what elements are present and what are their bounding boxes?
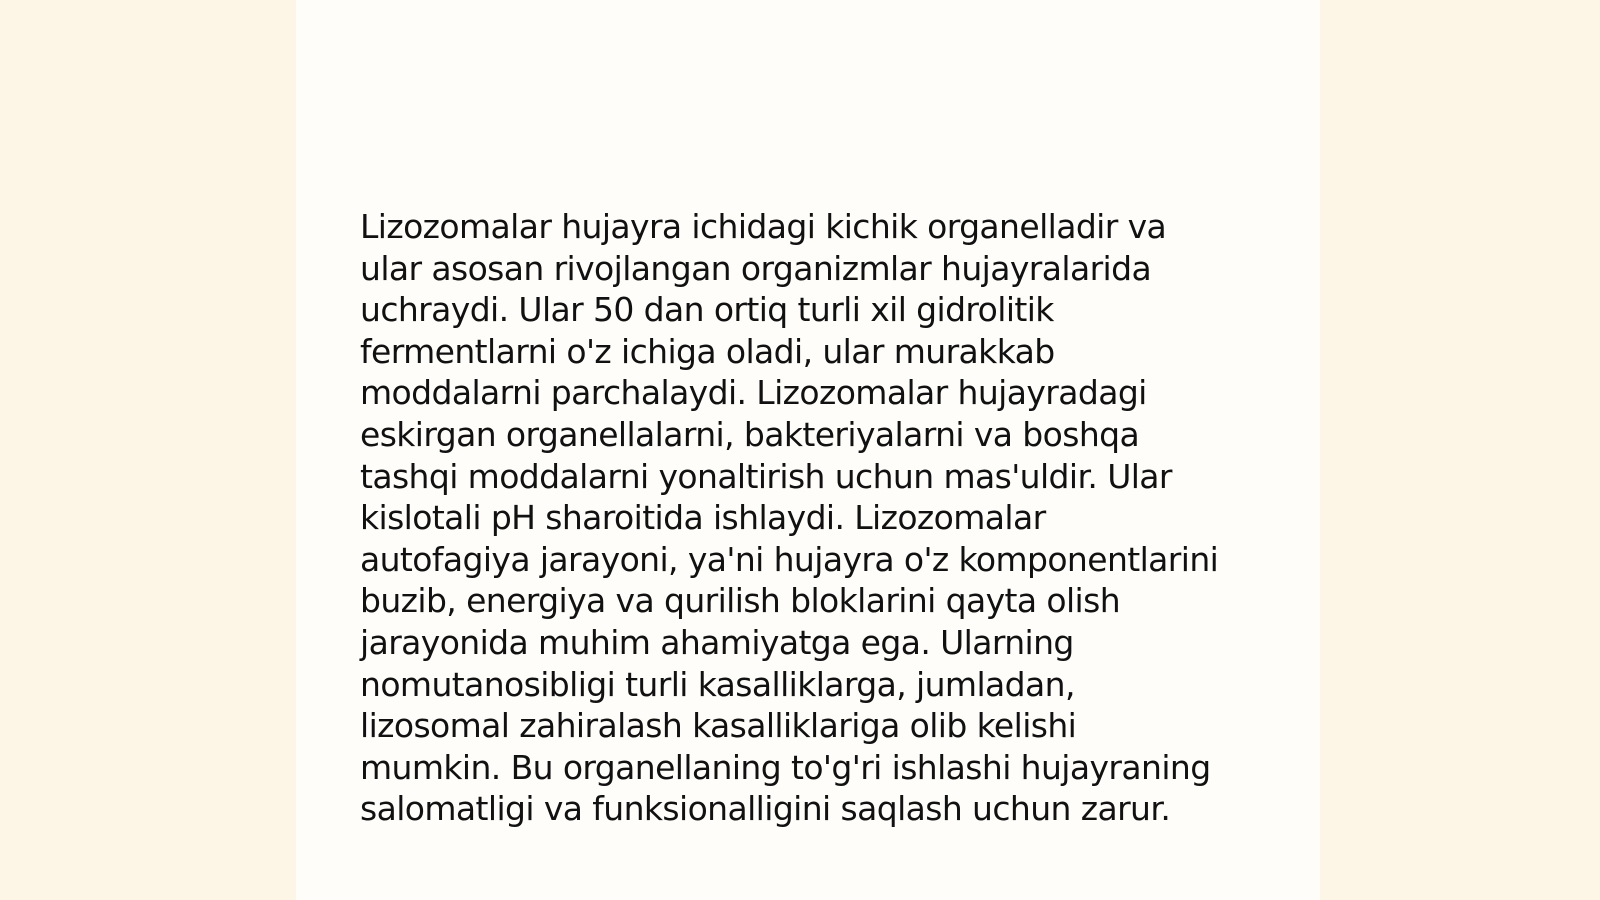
body-paragraph: Lizozomalar hujayra ichidagi kichik organelladir va ular asosan rivojlangan organizmlar hujayralarida uchraydi. Ular 50 dan ortiq turli xil gidrolitik fermentlarni o'z ichiga oladi, ular murakkab moddalarni parchalaydi. Lizozomalar hujayradagi eskirgan organellalarni, bakteriyalarni va boshqa tashqi moddalarni yonaltirish uchun mas'uldir. Ular kislotali pH sharoitida ishlaydi. Lizozomalar autofagiya jarayoni, ya'ni hujayra o'z komponentlarini buzib, energiya va qurilish bloklarini qayta olish jarayonida muhim ahamiyatga ega. Ularning nomutanosibligi turli kasalliklarga, jumladan, lizosomal zahiralash kasalliklariga olib kelishi mumkin. Bu organellaning to'g'ri ishlashi hujayraning salomatligi va funksionalligini saqlash uchun zarur. (360, 207, 1219, 829)
document-page (296, 0, 1320, 900)
